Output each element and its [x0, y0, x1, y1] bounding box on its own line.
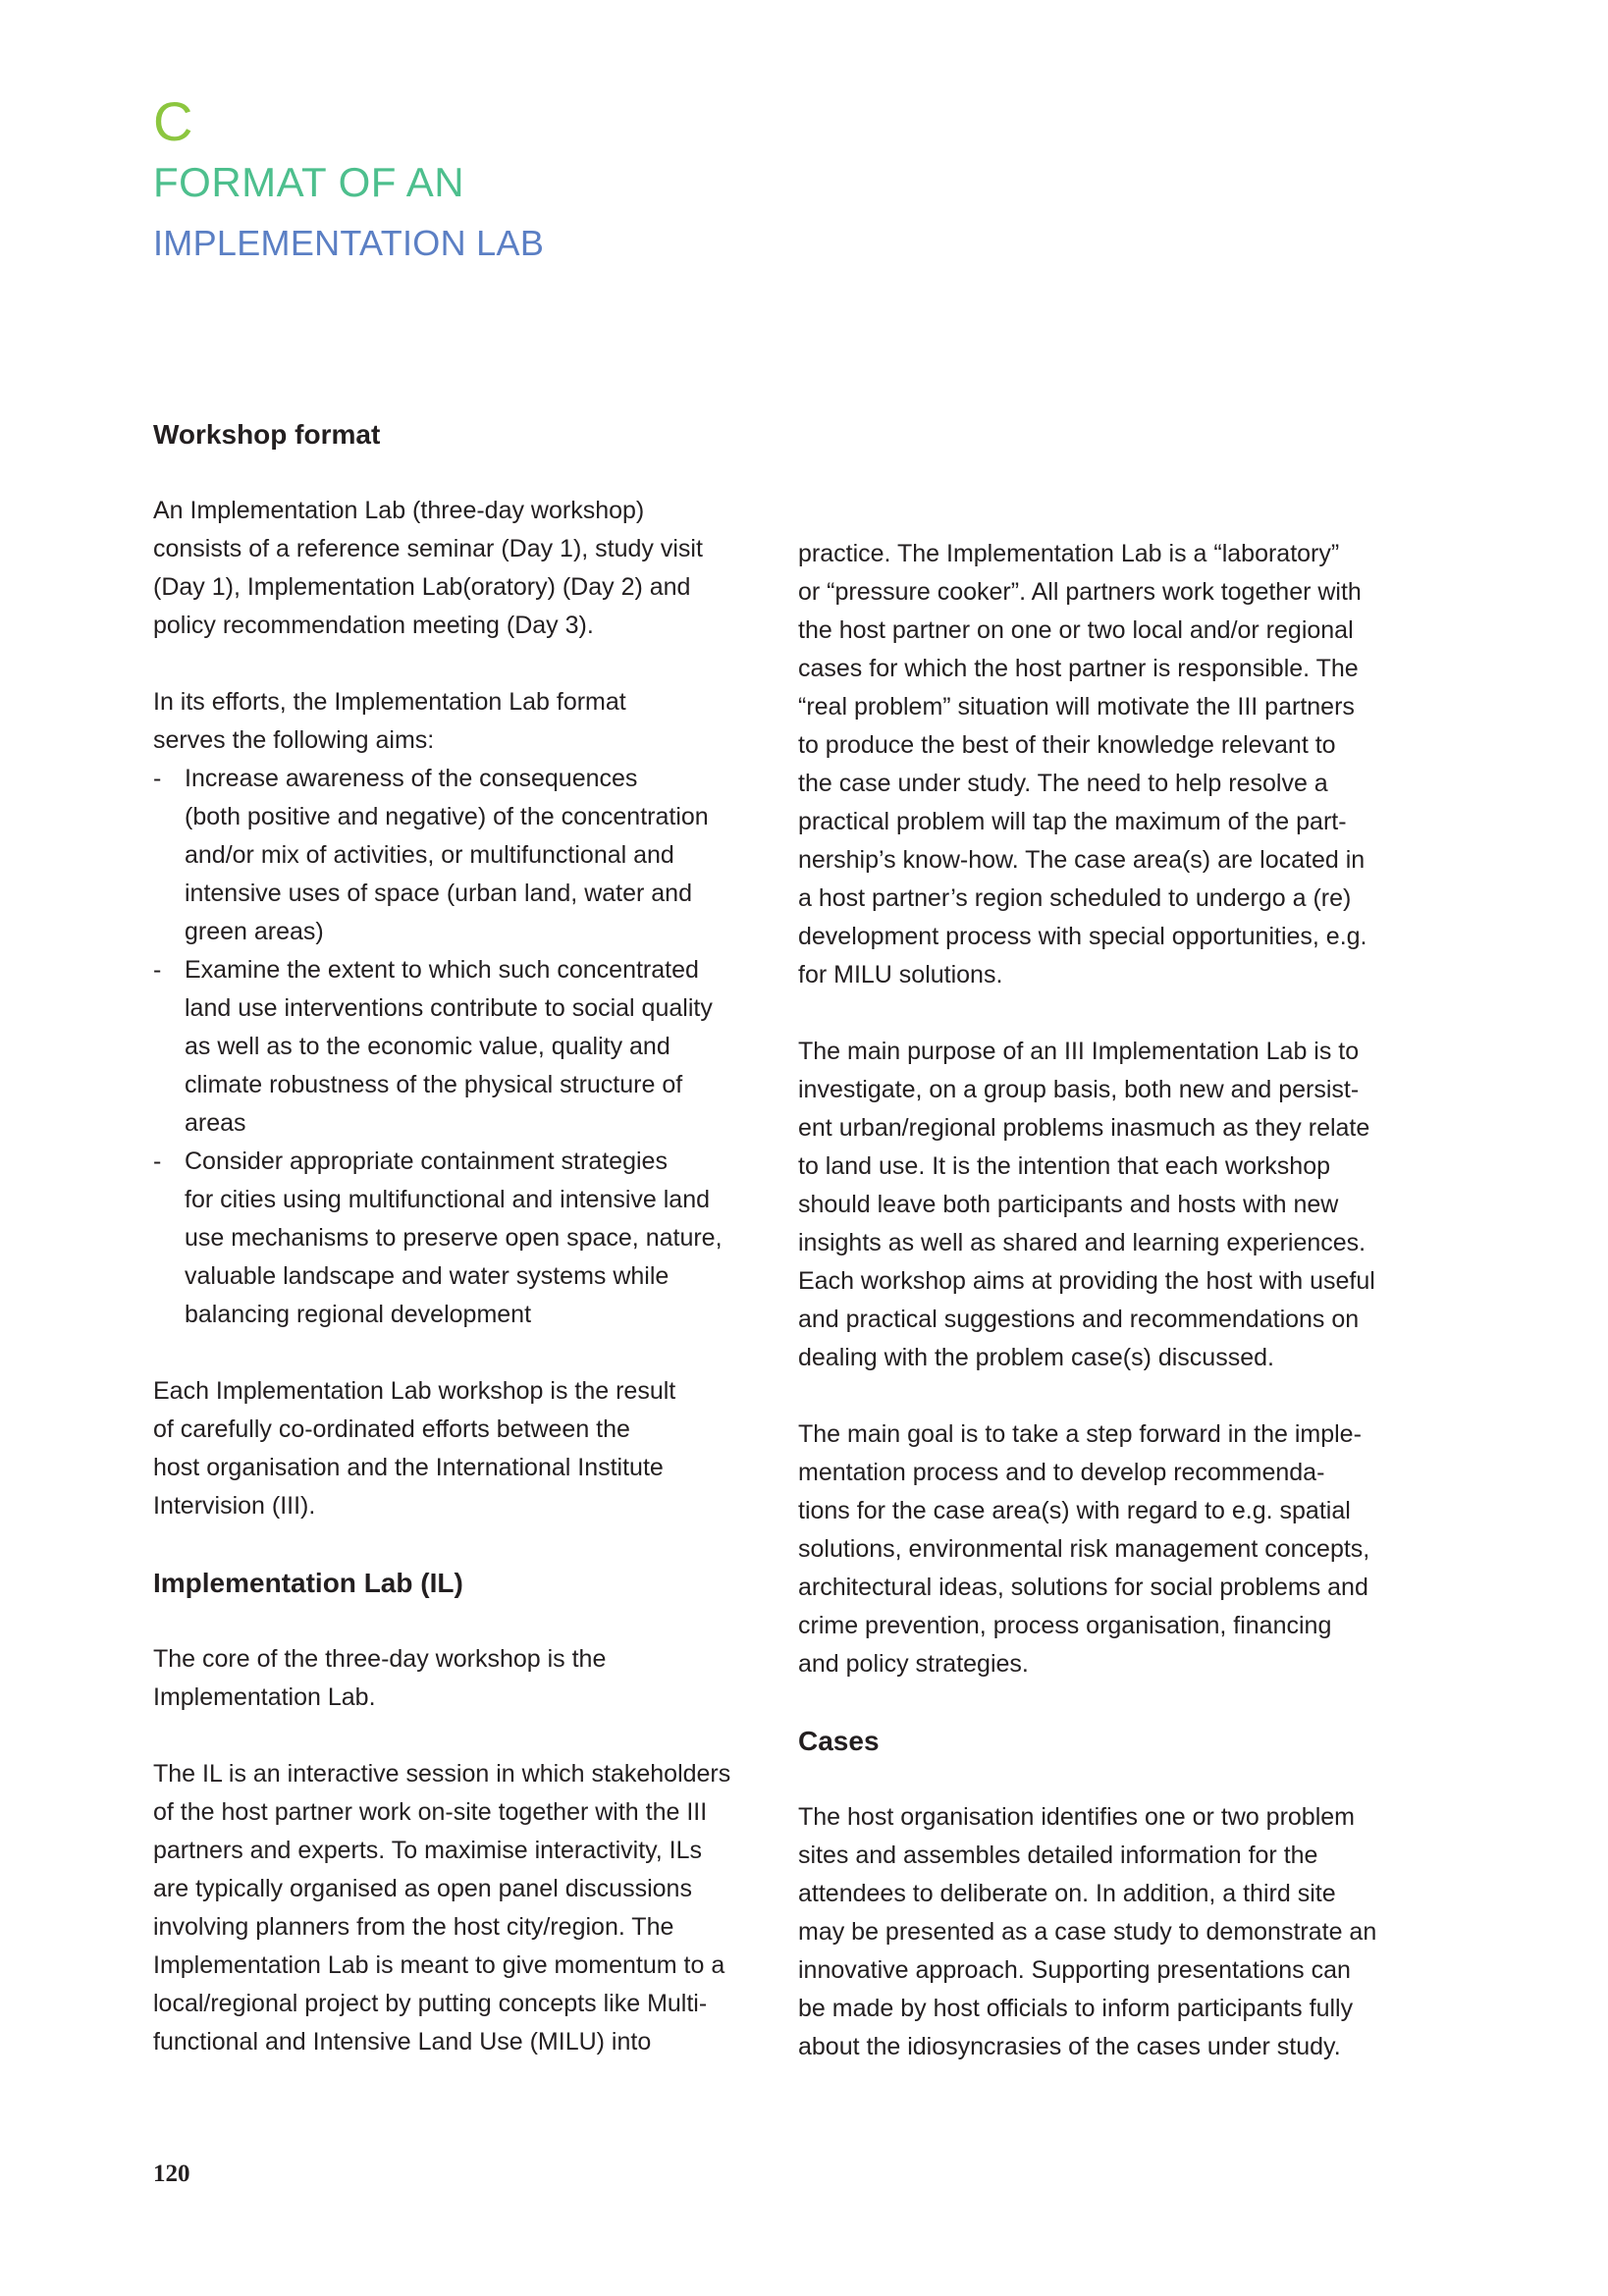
- paragraph: The main goal is to take a step forward in the imple- mentation process and to develop recommenda- tions for the case area(s) with regard to e.g. spatial solutions, environmental risk management concepts, architectural ideas, solutions for social problems and crime prevention, process organisation, financing and policy strategies.: [798, 1420, 1370, 1678]
- left-column: [153, 415, 781, 2061]
- page-number: 120: [153, 2161, 190, 2187]
- chapter-letter: C: [153, 90, 193, 152]
- paragraph: In its efforts, the Implementation Lab format serves the following aims:: [153, 688, 626, 754]
- paragraph: An Implementation Lab (three-day workshop) consists of a reference seminar (Day 1), study visit (Day 1), Implementation Lab(oratory) (Day 2) and policy recommendation meeting (Day 3).: [153, 497, 703, 639]
- right-column: [798, 535, 1446, 2066]
- paragraph: practice. The Implementation Lab is a “laboratory” or “pressure cooker”. All partners work together with the host partner on one or two local and/or regional cases for which the host partner is responsible. The “real problem” situation will motivate the III partners to produce the best of their knowledge relevant to the case under study. The need to help resolve a practical problem will tap the maximum of the part- nership’s know-how. The case area(s) are located in a host partner’s region scheduled to undergo a (re) development process with special opportunities, e.g. for MILU solutions.: [798, 540, 1367, 988]
- list-item: [153, 760, 781, 951]
- list-item: [153, 951, 781, 1143]
- section-heading-workshop-format: Workshop format: [153, 419, 381, 450]
- aims-list: [153, 760, 781, 1334]
- list-dash: -: [153, 956, 162, 984]
- paragraph: Each Implementation Lab workshop is the result of carefully co-ordinated efforts between the host organisation and the International Institute Intervision (III).: [153, 1377, 676, 1520]
- section-heading-cases: Cases: [798, 1726, 880, 1756]
- list-item-text: Increase awareness of the consequences (both positive and negative) of the concentration and/or mix of activities, or multifunctional and intensive uses of space (urban land, water and green areas): [185, 765, 709, 945]
- chapter-title: FORMAT OF AN: [153, 159, 465, 205]
- paragraph: The IL is an interactive session in which stakeholders of the host partner work on-site together with the III partners and experts. To maximise interactivity, ILs are typically organised as open panel discussions involving planners from the host city/region. The Implementation Lab is meant to give momentum to a local/regional project by putting concepts like Multi- functional and Intensive Land Use (MILU) into: [153, 1760, 731, 2056]
- section-heading-implementation-lab: Implementation Lab (IL): [153, 1568, 463, 1598]
- list-dash: -: [153, 1148, 162, 1175]
- chapter-subtitle: IMPLEMENTATION LAB: [153, 223, 545, 263]
- list-item-text: Examine the extent to which such concentrated land use interventions contribute to social quality as well as to the economic value, quality and climate robustness of the physical structure of areas: [185, 956, 713, 1137]
- paragraph: The core of the three-day workshop is the Implementation Lab.: [153, 1645, 607, 1711]
- list-item-text: Consider appropriate containment strategies for cities using multifunctional and intensive land use mechanisms to preserve open space, nature, valuable landscape and water systems while balancing regional development: [185, 1148, 723, 1328]
- list-dash: -: [153, 765, 162, 792]
- paragraph: The host organisation identifies one or two problem sites and assembles detailed information for the attendees to deliberate on. In addition, a third site may be presented as a case study to demonstrate an innovative approach. Supporting presentations can be made by host officials to inform participants fully about the idiosyncrasies of the cases under study.: [798, 1803, 1377, 2060]
- paragraph: The main purpose of an III Implementation Lab is to investigate, on a group basis, both new and persist- ent urban/regional problems inasmuch as they relate to land use. It is the intention that each workshop should leave both participants and hosts with new insights as well as shared and learning experiences. Each workshop aims at providing the host with useful and practical suggestions and recommendations on dealing with the problem case(s) discussed.: [798, 1038, 1375, 1371]
- list-item: [153, 1143, 781, 1334]
